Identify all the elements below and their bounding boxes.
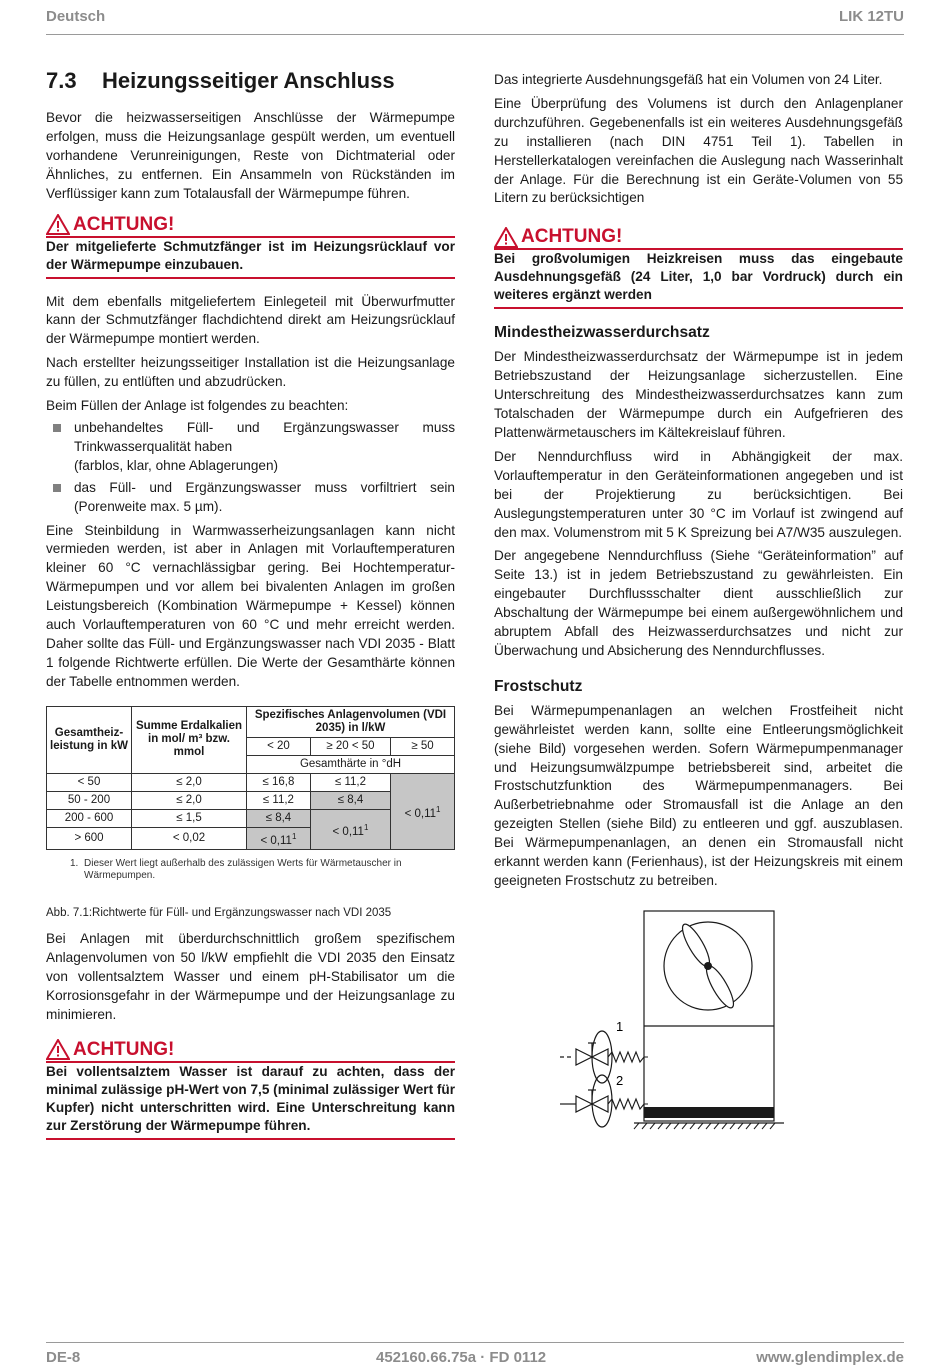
table-cell-merged-col2: < $0,11^1$ bbox=[310, 809, 390, 850]
warning-box-large-circuits bbox=[494, 226, 903, 309]
table-cell: < 50 bbox=[47, 773, 132, 791]
warning-title bbox=[46, 214, 455, 238]
paragraph-expansion-vessel: Das integrierte Ausdehnungsgefäß hat ein Volumen von 24 Liter. bbox=[494, 72, 883, 87]
intro-paragraph: Bevor die heizwasserseitigen Anschlüsse der Wärmepumpe erfolgen, muss die Heizungsanlage gespült werden, um eventuell vorhandene Verunreinigungen, Reste von Dichtmaterial oder Ähnliches, zu entfernen. Ein Ansammeln von Rückständen im Verflüssiger kann zum Totalausfall der Wärmepumpe führen. bbox=[46, 110, 455, 201]
valve-label-2: 2 bbox=[616, 1072, 624, 1088]
website-link[interactable]: www.glendimplex.de bbox=[756, 1349, 904, 1366]
warning-text: Bei vollentsalztem Wasser ist darauf zu achten, dass der minimal zulässige pH-Wert von 7,5 (minimal zulässiger Wert für Kupfer) nicht unterschritten wird. Eine Unterschreitung kann zur Zerstörung der Wärmepumpe führen. bbox=[46, 1063, 455, 1133]
warning-triangle-icon bbox=[46, 1039, 70, 1060]
list-item-text: unbehandeltes Füll- und Ergänzungswasser muss Trinkwasserqualität haben bbox=[74, 419, 455, 454]
drain-diagram bbox=[494, 901, 903, 1141]
warning-title-text: ACHTUNG! bbox=[73, 1038, 175, 1060]
table-header-alkaline: Summe Erdalkalien in mol/ m³ bzw. mmol bbox=[132, 706, 247, 773]
list-item-subtext: (farblos, klar, ohne Ablagerungen) bbox=[74, 457, 279, 473]
table-cell: 200 - 600 bbox=[47, 809, 132, 827]
warning-text: Der mitgelieferte Schmutzfänger ist im Heizungsrücklauf vor der Wärmepumpe einzubauen. bbox=[46, 238, 455, 272]
paragraph-min-flow: Der Mindestheizwasserdurchsatz der Wärmepumpe ist in jedem Betriebszustand der Heizungsanlage sicherzustellen. Eine Unterschreitung des Mindestheizwasserdurchsatzes kann zum Totalschaden der Wärmepumpe durch ein Aufgefrieren des Plattenwärmetauschers im Kältekreislauf führen. bbox=[494, 349, 903, 440]
table-cell: ≤ 11,2 bbox=[310, 773, 390, 791]
page-header bbox=[46, 6, 904, 35]
table-header-volume: Spezifisches Anlagenvolumen (VDI 2035) in l/kW bbox=[247, 706, 455, 737]
section-number: 7.3 bbox=[46, 68, 77, 93]
paragraph-scale-formation: Eine Steinbildung in Warmwasserheizungsanlagen kann nicht vermieden werden, ist aber in Anlagen mit Vorlauftemperaturen kleiner 60 °C vernachlässigbar gering. Bei Hochtemperatur-Wärmepumpen und vor allem bei bivalenten Anlagen im großen Leistungsbereich (Kombination Wärmepumpe + Kessel) können auch Vorlauftemperaturen von 60 °C und mehr erreicht werden. Daher sollte das Füll- und Ergänzungswasser nach VDI 2035 - Blatt 1 folgende Richtwerte erfüllen. Die Werte der Gesamthärte können der Tabelle entnommen werden. bbox=[46, 522, 455, 689]
table-cell: ≤ 8,4 bbox=[247, 809, 311, 827]
warning-text: Bei großvolumigen Heizkreisen muss das eingebaute Ausdehnungsgefäß (24 Liter, 1,0 bar Vordruck) durch ein weiteres ergänzt werden bbox=[494, 251, 903, 303]
square-bullet-icon bbox=[53, 424, 61, 432]
right-column bbox=[494, 71, 903, 1141]
paragraph-frost: Bei Wärmepumpenanlagen an welchen Frostfeiheit nicht gewährleistet werden kann, sollte eine Entleerungsmöglichkeit (siehe Bild) vorgesehen werden. Sofern Wärmepumpenmanager und Heizungsumwälzpumpe betriebsbereit sind, arbeitet die Frostschutzfunktion des Wärmepumpenmanagers. Bei Außerbetriebnahme oder Stromausfall ist die Anlage an den gezeigten Stellen (siehe Bild) zu entleeren und ggf. auszublasen. Bei Wärmepumpenanlagen, an denen ein Stromausfall nicht erkannt werden kann (Ferienhaus), ist der Heizungskreis mit einem geeigneten Frostschutz zu betreiben. bbox=[494, 702, 903, 888]
section-heading bbox=[46, 66, 455, 96]
paragraph-insert: Mit dem ebenfalls mitgeliefertem Einlegeteil mit Überwurfmutter kann der Schmutzfänger flachdichtend direkt am Heizungsrücklauf der Wärmepumpe montiert werden. bbox=[46, 293, 455, 347]
footnote-number: 1. bbox=[70, 858, 79, 870]
paragraph-flow-switch: Der angegebene Nenndurchfluss (Siehe “Geräteinformation” auf Seite 13.) ist in jedem Betriebszustand zu gewährleisten. Ein eingebauter Durchflussschalter dient ausschließlich zur Abschaltung der Wärmepumpe bei einem außergewöhnlichem und abruptem Abfall des Heizwasserdurchsatzes und nicht zur Überwachung und Absicherung des Nenndurchflusses. bbox=[494, 548, 903, 658]
table-row bbox=[47, 773, 455, 791]
filling-requirements-list bbox=[46, 419, 455, 517]
footnote-text: Dieser Wert liegt außerhalb des zulässigen Werts für Wärmetauscher in Wärmepumpen. bbox=[84, 858, 402, 882]
square-bullet-icon bbox=[53, 484, 61, 492]
left-column bbox=[46, 66, 455, 1154]
table-header-hardness: Gesamthärte in °dH bbox=[247, 755, 455, 773]
list-item bbox=[46, 479, 455, 517]
list-item bbox=[46, 419, 455, 476]
table-header-col2: ≥ 20 < 50 bbox=[310, 737, 390, 755]
base-plate bbox=[644, 1107, 774, 1118]
vdi-2035-table bbox=[46, 706, 455, 851]
section-title: Heizungsseitiger Anschluss bbox=[102, 68, 395, 93]
document-id: 452160.66.75a · FD 0112 bbox=[376, 1349, 547, 1366]
warning-title bbox=[494, 226, 903, 250]
page-number: DE-8 bbox=[46, 1349, 81, 1366]
heading-min-flow: Mindestheizwasserdurchsatz bbox=[494, 324, 710, 342]
page-footer bbox=[46, 1342, 904, 1369]
warning-title bbox=[46, 1039, 455, 1063]
paragraph-fill: Nach erstellter heizungsseitiger Installation ist die Heizungsanlage zu füllen, zu entlüften und abzudrücken. bbox=[46, 355, 455, 390]
table-cell: 50 - 200 bbox=[47, 791, 132, 809]
warning-title-text: ACHTUNG! bbox=[521, 226, 623, 248]
valve-label-1: 1 bbox=[616, 1018, 624, 1034]
paragraph-demineralized: Bei Anlagen mit überdurchschnittlich großem spezifischem Anlagenvolumen von 50 l/kW empfiehlt die VDI 2035 den Einsatz von vollentsalztem Wasser und einem pH-Stabilisator um die Korrosionsgefahr in der Wärmepumpe und der Heizungsanlage zu minimieren. bbox=[46, 931, 455, 1023]
table-cell: ≤ 1,5 bbox=[132, 809, 247, 827]
warning-box-dirt-trap bbox=[46, 214, 455, 279]
table-cell: ≤ 2,0 bbox=[132, 773, 247, 791]
warning-box-ph bbox=[46, 1039, 455, 1140]
table-header-col3: ≥ 50 bbox=[391, 737, 455, 755]
table-footnote bbox=[70, 858, 455, 882]
header-model: LIK 12TU bbox=[838, 8, 904, 25]
table-cell: ≤ 11,2 bbox=[247, 791, 311, 809]
warning-title-text: ACHTUNG! bbox=[73, 213, 175, 235]
figure-caption: Abb. 7.1:Richtwerte für Füll- und Ergänzungswasser nach VDI 2035 bbox=[46, 907, 392, 920]
table-header-kw: Gesamtheiz-leistung in kW bbox=[47, 706, 132, 773]
table-cell-merged-col3: < $0,11^1$ bbox=[391, 773, 455, 850]
warning-triangle-icon bbox=[494, 227, 518, 248]
heading-frost: Frostschutz bbox=[494, 677, 583, 695]
table-cell: ≤ 8,4 bbox=[310, 791, 390, 809]
paragraph-volume-check: Eine Überprüfung des Volumens ist durch den Anlagenplaner durchzuführen. Gegebenenfalls ist ein weiteres Ausdehnungsgefäß zu installieren (nach DIN 4751 Teil 1). Tabellen in Herstellerkatalogen vereinfachen die Auslegung nach Wasserinhalt der Anlage. Für die Berechnung ist ein Geräte-Volumen von 55 Litern zu berücksichtigen bbox=[494, 95, 903, 206]
list-item-text: das Füll- und Ergänzungswasser muss vorfiltriert sein (Porenweite max. 5 µm). bbox=[74, 479, 455, 514]
table-cell: < $0,11^1$ bbox=[247, 827, 311, 850]
table-cell: > 600 bbox=[47, 827, 132, 850]
header-language: Deutsch bbox=[46, 8, 106, 25]
table-header-col1: < 20 bbox=[247, 737, 311, 755]
warning-triangle-icon bbox=[46, 214, 70, 235]
paragraph-filling-notes: Beim Füllen der Anlage ist folgendes zu beachten: bbox=[46, 398, 349, 414]
table-cell: ≤ 16,8 bbox=[247, 773, 311, 791]
table-cell: ≤ 2,0 bbox=[132, 791, 247, 809]
paragraph-nominal-flow: Der Nenndurchfluss wird in Abhängigkeit der max. Vorlauftemperatur in den Geräteinformationen angegeben und ist bei der Projektierung zu berücksichtigen. Bei Auslegungstemperaturen unter 30 °C im Vorlauf ist zwingend auf den max. Volumenstrom mit 5 K Spreizung bei A7/W35 auszulegen. bbox=[494, 448, 903, 540]
table-cell: < 0,02 bbox=[132, 827, 247, 850]
